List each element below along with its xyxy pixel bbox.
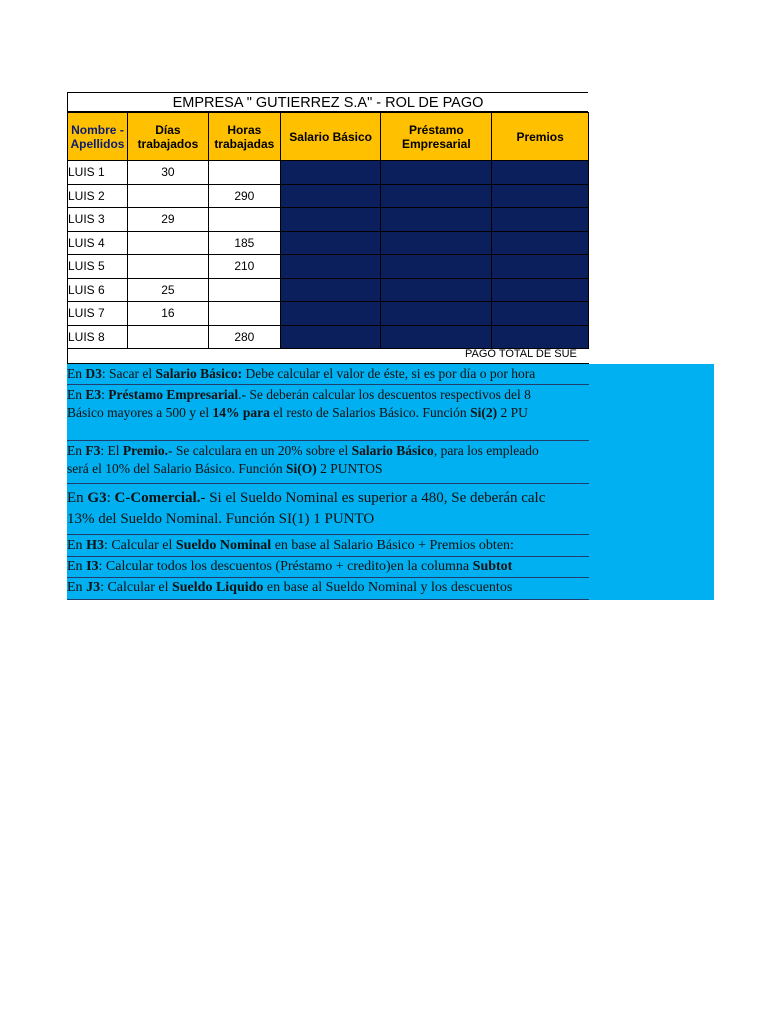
instructions-panel xyxy=(67,364,714,600)
note-text: : Calcular el xyxy=(100,580,172,595)
header-row xyxy=(68,113,589,161)
cell-horas[interactable] xyxy=(208,278,280,302)
table-row xyxy=(68,184,589,208)
note-e3[interactable] xyxy=(67,385,589,441)
note-text: : El xyxy=(100,443,123,458)
note-d3[interactable] xyxy=(67,364,589,385)
note-keyword: Salario Básico: xyxy=(155,366,243,381)
cell-name[interactable]: LUIS 5 xyxy=(68,255,128,279)
table-row xyxy=(68,208,589,232)
note-cell-ref: G3 xyxy=(87,490,107,506)
cell-dias[interactable] xyxy=(127,184,208,208)
note-text: En xyxy=(67,538,87,553)
note-text: - Se calculara en un 20% sobre el xyxy=(167,443,352,458)
note-cell-ref: H3 xyxy=(86,538,104,553)
cell-dias[interactable]: 16 xyxy=(127,302,208,326)
table-row xyxy=(68,231,589,255)
note-keyword: Sueldo Liquido xyxy=(171,580,264,595)
header-nombre[interactable]: Nombre - Apellidos xyxy=(68,113,128,161)
header-dias[interactable]: Días trabajados xyxy=(127,113,208,161)
note-line xyxy=(67,460,589,478)
note-text: en base al Sueldo Nominal y los descuentos xyxy=(263,580,513,595)
note-i3[interactable] xyxy=(67,557,589,578)
note-text: en base al Salario Básico + Premios obten: xyxy=(271,538,514,553)
note-keyword: Subtot xyxy=(472,559,513,574)
note-text: : Calcular todos los descuentos (Préstamo + credito)en la columna xyxy=(98,559,473,574)
note-text: En xyxy=(67,387,86,402)
note-line xyxy=(67,509,589,530)
note-h3[interactable] xyxy=(67,535,589,557)
cell-horas[interactable]: 280 xyxy=(208,325,280,349)
cell-horas[interactable]: 210 xyxy=(208,255,280,279)
note-text: , para los empleado xyxy=(433,443,539,458)
note-g3[interactable] xyxy=(67,484,589,535)
table-row xyxy=(68,255,589,279)
note-text: : Calcular el xyxy=(103,538,176,553)
note-cell-ref: E3 xyxy=(85,387,102,402)
cell-name[interactable]: LUIS 1 xyxy=(68,161,128,185)
note-text: 2 PU xyxy=(497,405,528,420)
note-text: En xyxy=(67,490,88,506)
note-text: : Sacar el xyxy=(101,366,156,381)
table-row xyxy=(68,302,589,326)
cell-prestamo[interactable] xyxy=(381,278,492,302)
header-horas[interactable]: Horas trabajadas xyxy=(208,113,280,161)
note-line xyxy=(67,488,589,509)
note-cell-ref: D3 xyxy=(85,366,102,381)
note-text: En xyxy=(67,559,87,574)
cell-prestamo[interactable] xyxy=(381,208,492,232)
note-keyword: Sueldo Nominal xyxy=(175,538,272,553)
note-keyword: 14% para xyxy=(212,405,270,420)
total-row[interactable] xyxy=(67,345,589,364)
note-line xyxy=(67,442,589,460)
cell-name[interactable]: LUIS 2 xyxy=(68,184,128,208)
cell-horas[interactable] xyxy=(208,208,280,232)
cell-horas[interactable]: 185 xyxy=(208,231,280,255)
note-text: - Si el Sueldo Nominal es superior a 480, Se deberán calc xyxy=(200,490,546,506)
note-keyword: Si(2) xyxy=(470,405,498,420)
note-text: En xyxy=(67,443,86,458)
note-text: En xyxy=(67,366,86,381)
note-keyword: Préstamo Empresarial xyxy=(108,387,239,402)
sheet-title[interactable]: EMPRESA " GUTIERREZ S.A" - ROL DE PAGO xyxy=(67,92,588,112)
note-keyword: Salario Básico xyxy=(351,443,434,458)
table-row xyxy=(68,161,589,185)
cell-prestamo[interactable] xyxy=(381,302,492,326)
note-text: Debe calcular el valor de éste, si es por día o por hora xyxy=(242,366,536,381)
note-keyword: Si(O) xyxy=(285,461,317,476)
cell-name[interactable]: LUIS 3 xyxy=(68,208,128,232)
note-cell-ref: J3 xyxy=(86,580,101,595)
table-row xyxy=(68,278,589,302)
note-text: 2 PUNTOS xyxy=(316,461,383,476)
note-cell-ref: I3 xyxy=(86,559,99,574)
cell-premios[interactable] xyxy=(492,184,589,208)
total-label: PAGO TOTAL DE SUE xyxy=(465,348,577,360)
cell-horas[interactable] xyxy=(208,302,280,326)
cell-premios[interactable] xyxy=(492,302,589,326)
header-premios[interactable]: Premios xyxy=(492,113,589,161)
note-keyword: Premio. xyxy=(122,443,168,458)
cell-salario[interactable] xyxy=(280,184,381,208)
cell-name[interactable]: LUIS 4 xyxy=(68,231,128,255)
cell-premios[interactable] xyxy=(492,278,589,302)
cell-salario[interactable] xyxy=(280,278,381,302)
cell-salario[interactable] xyxy=(280,302,381,326)
note-text: el resto de Salarios Básico. Función xyxy=(269,405,471,420)
cell-prestamo[interactable] xyxy=(381,161,492,185)
cell-premios[interactable] xyxy=(492,208,589,232)
cell-name[interactable]: LUIS 6 xyxy=(68,278,128,302)
header-prestamo[interactable]: Préstamo Empresarial xyxy=(381,113,492,161)
cell-salario[interactable] xyxy=(280,231,381,255)
header-salario[interactable]: Salario Básico xyxy=(280,113,381,161)
cell-premios[interactable] xyxy=(492,231,589,255)
cell-dias[interactable]: 29 xyxy=(127,208,208,232)
note-j3[interactable] xyxy=(67,578,589,600)
cell-premios[interactable] xyxy=(492,255,589,279)
cell-horas[interactable]: 290 xyxy=(208,184,280,208)
note-text: En xyxy=(67,580,87,595)
cell-salario[interactable] xyxy=(280,255,381,279)
cell-name[interactable]: LUIS 8 xyxy=(68,325,128,349)
cell-dias[interactable] xyxy=(127,255,208,279)
note-f3[interactable] xyxy=(67,441,589,484)
payroll-table xyxy=(67,112,589,349)
note-line xyxy=(67,386,589,404)
note-text: 13% del Sueldo Nominal. Función SI(1) 1 PUNTO xyxy=(67,511,375,527)
cell-dias[interactable]: 30 xyxy=(127,161,208,185)
cell-horas[interactable] xyxy=(208,161,280,185)
cell-dias[interactable] xyxy=(127,231,208,255)
cell-premios[interactable] xyxy=(492,161,589,185)
cell-salario[interactable] xyxy=(280,161,381,185)
cell-prestamo[interactable] xyxy=(381,184,492,208)
payroll-table-area xyxy=(67,92,589,364)
cell-prestamo[interactable] xyxy=(381,231,492,255)
cell-dias[interactable]: 25 xyxy=(127,278,208,302)
note-text: será el 10% del Salario Básico. Función xyxy=(67,461,286,476)
cell-prestamo[interactable] xyxy=(381,255,492,279)
note-cell-ref: F3 xyxy=(85,443,101,458)
note-text: .- Se deberán calcular los descuentos respectivos del 8 xyxy=(238,387,531,402)
cell-name[interactable]: LUIS 7 xyxy=(68,302,128,326)
note-text: Básico mayores a 500 y el xyxy=(67,405,213,420)
note-text: : xyxy=(106,490,115,506)
cell-salario[interactable] xyxy=(280,208,381,232)
note-text: : xyxy=(101,387,109,402)
note-line xyxy=(67,404,589,422)
note-keyword: C-Comercial. xyxy=(114,490,201,506)
